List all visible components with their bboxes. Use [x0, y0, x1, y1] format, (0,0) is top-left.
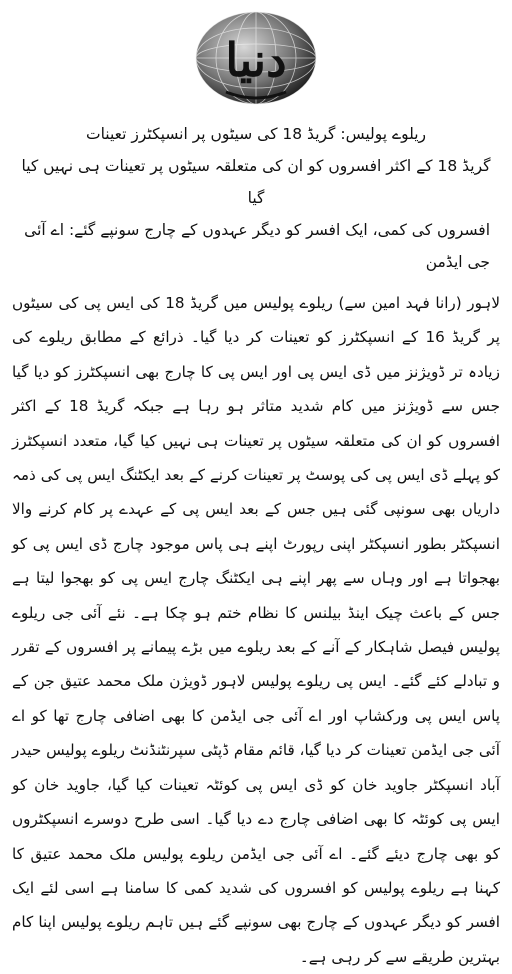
article-subhead-2: افسروں کی کمی، ایک افسر کو دیگر عہدوں کے چارج سونپے گئے: اے آئی جی ایڈمن	[24, 221, 490, 271]
article-headline: ریلوے پولیس: گریڈ 18 کی سیٹوں پر انسپکٹرز تعینات	[85, 125, 427, 143]
newspaper-masthead-logo	[186, 4, 326, 108]
globe-logo-graphic	[186, 4, 326, 108]
article-subhead-1: گریڈ 18 کے اکثر افسروں کو ان کی متعلقہ سیٹوں پر تعینات ہی نہیں کیا گیا	[21, 157, 491, 207]
news-article	[12, 118, 500, 974]
article-body: لاہور (رانا فہد امین سے) ریلوے پولیس میں گریڈ 18 کی ایس پی کی سیٹوں پر گریڈ 16 کے انسپکٹرز کو تعینات کر دیا گیا۔ ذرائع کے مطابق ریلوے کی زیادہ تر ڈویژنز میں ڈی ایس پی اور ایس پی کا چارج بھی انسپکٹرز کو دیا گیا جس سے ڈویژنز میں کام شدید متاثر ہو رہا ہے جبکہ گریڈ 18 کے اکثر افسروں کو ان کی متعلقہ سیٹوں پر تعینات ہی نہیں کیا گیا، متعدد انسپکٹرز کو پہلے ڈی ایس پی کی پوسٹ پر تعینات کرنے کے بعد ایکٹنگ ایس پی کی ذمہ داریاں بھی سونپی گئی ہیں جس کے بعد ایس پی کے عہدے پر کام کرنے والا انسپکٹر بطور انسپکٹر اپنی رپورٹ اپنے ہی پاس موجود چارج ڈی ایس پی کو بھجواتا ہے اور وہاں سے پھر اپنے ہی ایکٹنگ چارج ایس پی کو بھجوا لیتا ہے جس کے باعث چیک اینڈ بیلنس کا نظام ختم ہو چکا ہے۔ نئے آئی جی ریلوے پولیس فیصل شاہکار کے آنے کے بعد ریلوے میں بڑے پیمانے پر افسروں کے تقرر و تبادلے کئے گئے۔ ایس پی ریلوے پولیس لاہور ڈویژن ملک محمد عتیق جن کے پاس ایس پی ورکشاپ اور اے آئی جی ایڈمن کا بھی اضافی چارج تھا کو اے آئی جی ایڈمن تعینات کر دیا گیا، قائم مقام ڈپٹی سپرنٹنڈنٹ ریلوے پولیس حیدر آباد انسپکٹر جاوید خان کو ڈی ایس پی کوئٹہ تعینات کیا گیا، جاوید خان کو ایس پی کوئٹہ کا بھی اضافی چارج دے دیا گیا۔ اسی طرح دوسرے انسپکٹروں کو بھی چارج دیئے گئے۔ اے آئی جی ایڈمن ریلوے پولیس ملک محمد عتیق کا کہنا ہے ریلوے پولیس کو افسروں کی شدید کمی کا سامنا ہے اسی لئے ایک افسر کو دیگر عہدوں کے چارج بھی سونپے گئے ہیں تاہم ریلوے پولیس اپنا کام بہترین طریقے سے کر رہی ہے۔	[12, 294, 500, 966]
logo-wordmark: دنیا	[225, 33, 287, 87]
